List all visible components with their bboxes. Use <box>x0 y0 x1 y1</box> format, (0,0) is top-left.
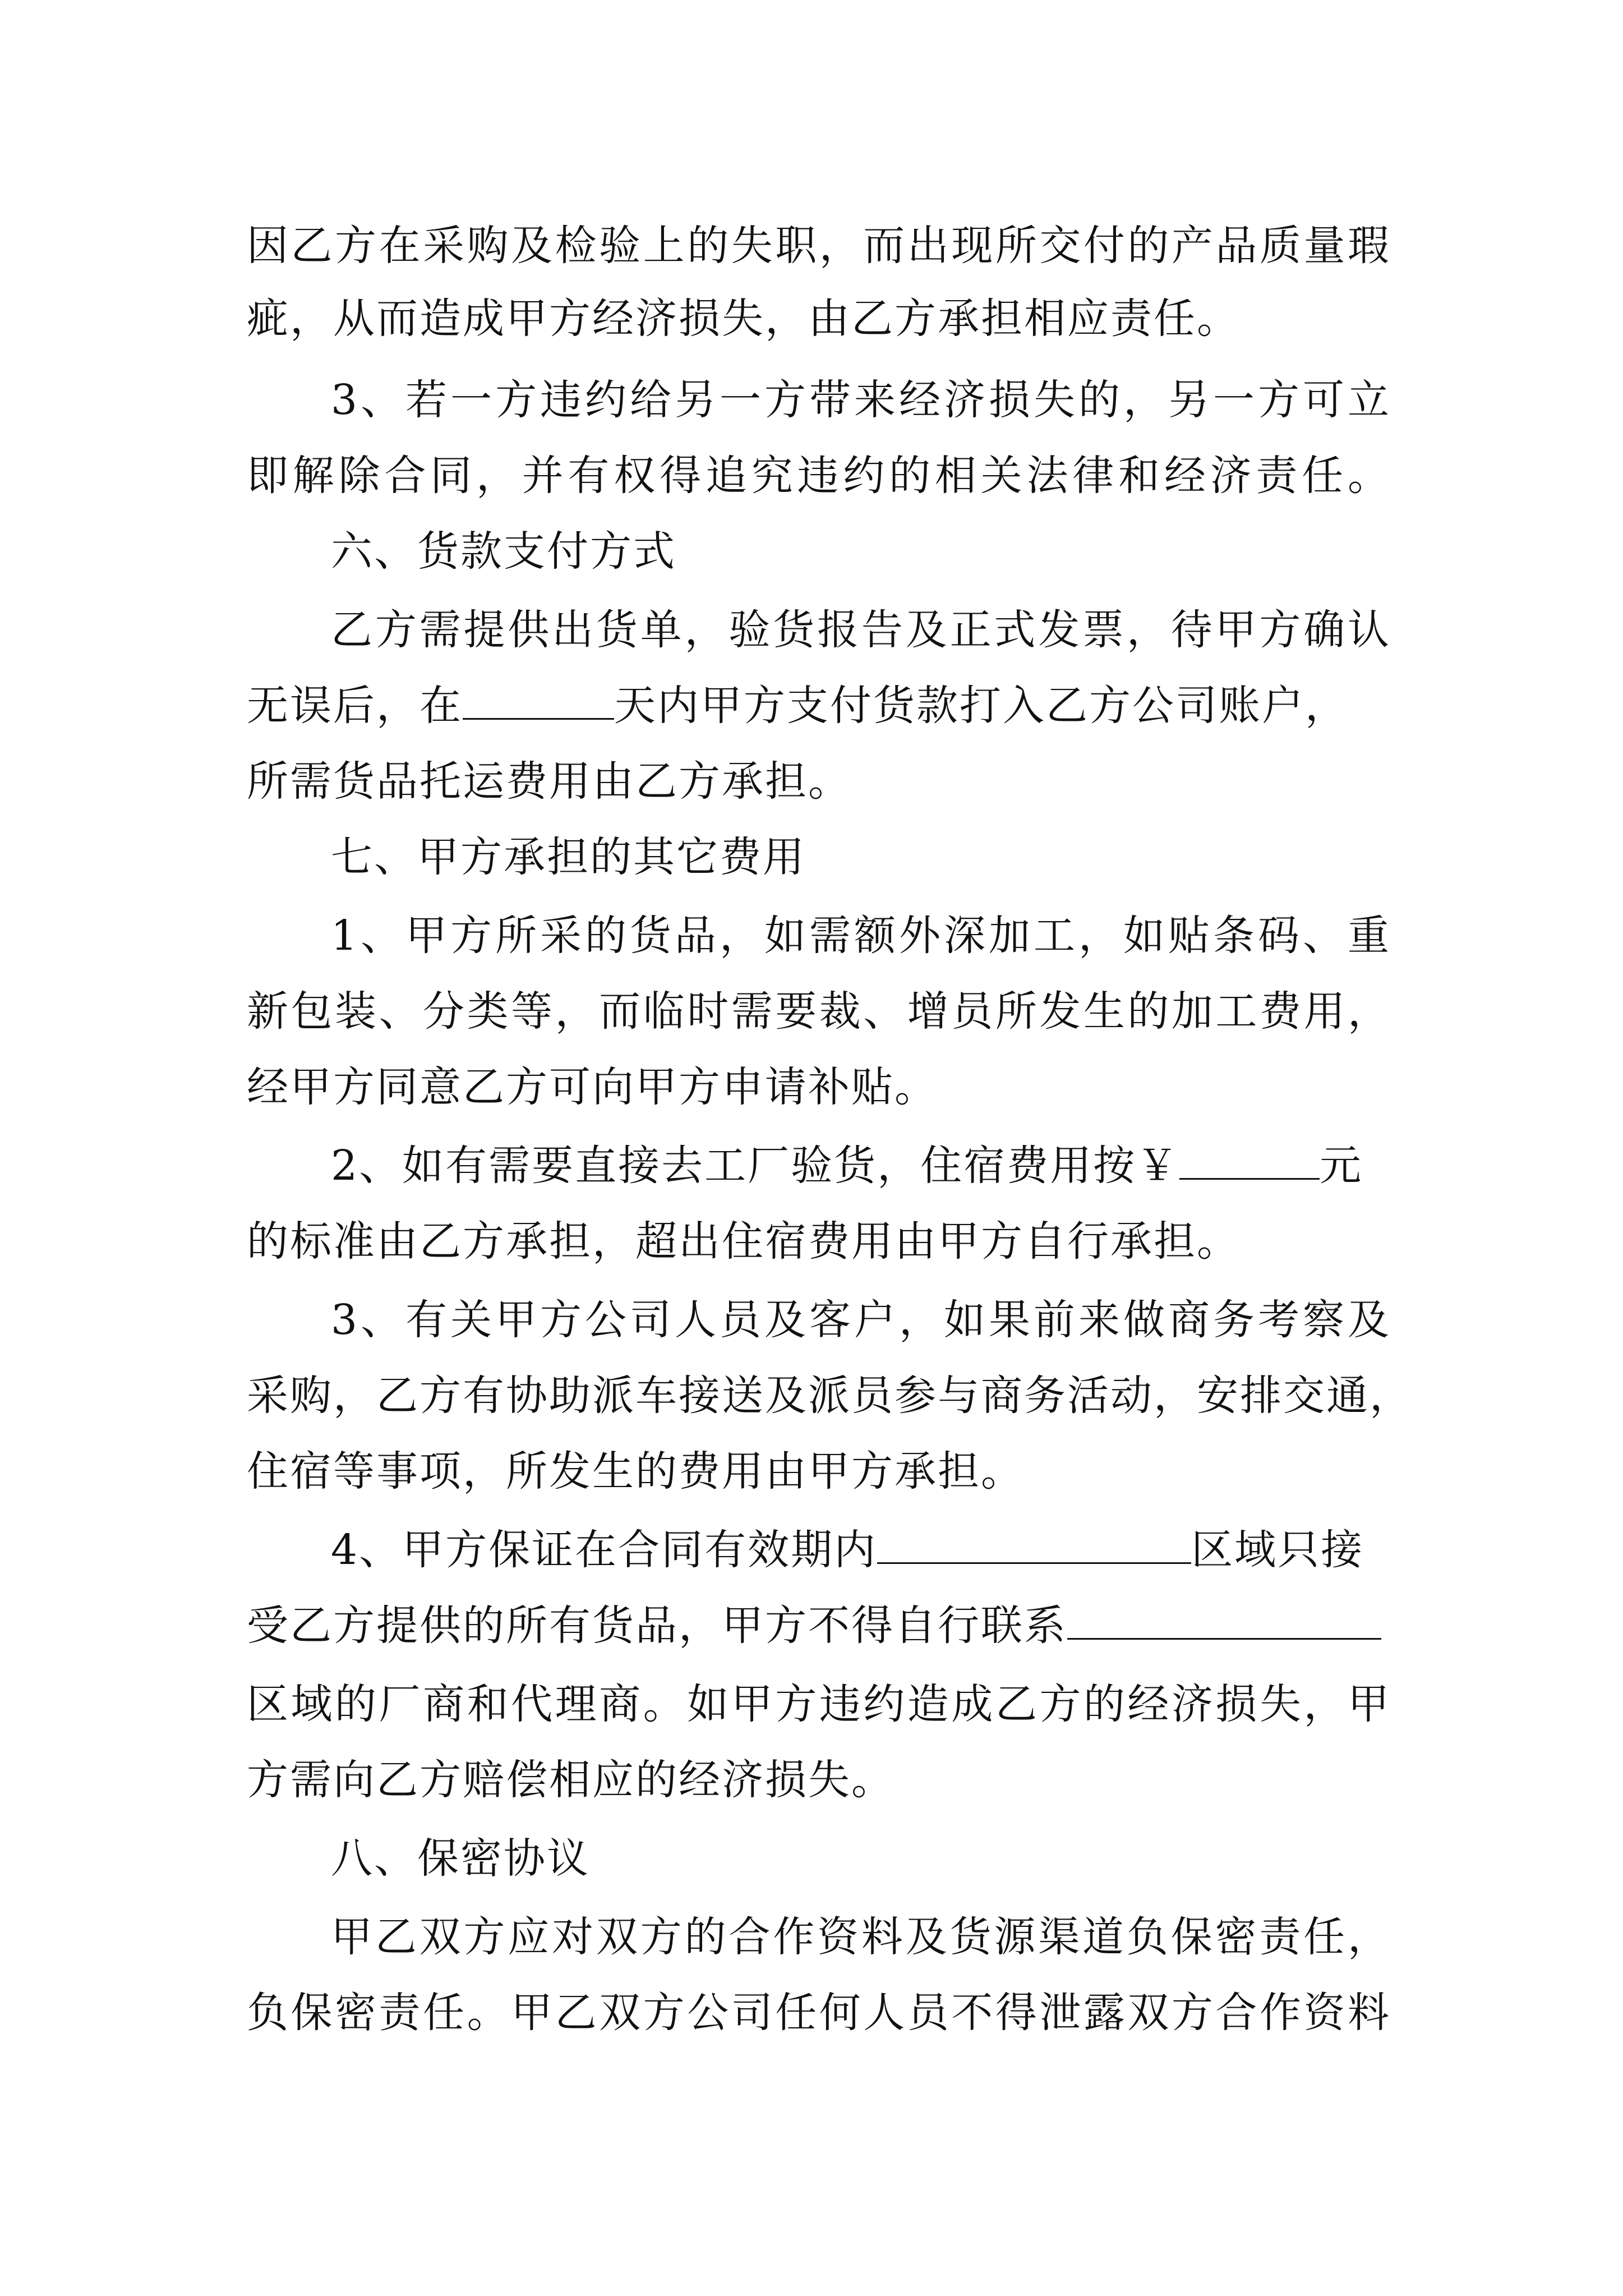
clause-7-2-line <box>331 1132 1391 1199</box>
section-heading-7: 七、甲方承担的其它费用 <box>331 833 806 881</box>
paragraph-line: 负保密责任。甲乙双方公司任何人员不得泄露双方合作资料 <box>247 1989 1391 2037</box>
line-text-before: 无误后，在 <box>247 682 463 730</box>
clause-5-3-line: 3、若一方违约给另一方带来经济损失的，另一方可立 <box>331 376 1391 424</box>
paragraph-line-with-blank <box>247 1592 1391 1659</box>
line-text-before: 受乙方提供的所有货品，甲方不得自行联系 <box>247 1602 1067 1650</box>
paragraph-line: 疵，从而造成甲方经济损失，由乙方承担相应责任。 <box>247 295 1240 343</box>
paragraph-line: 乙方需提供出货单，验货报告及正式发票，待甲方确认 <box>331 606 1391 654</box>
paragraph-line: 住宿等事项，所发生的费用由甲方承担。 <box>247 1447 1024 1496</box>
fill-in-blank-amount <box>1179 1139 1320 1180</box>
paragraph-line: 经甲方同意乙方可向甲方申请补贴。 <box>247 1063 938 1111</box>
fill-in-blank-days <box>463 679 614 720</box>
line-text-after: 区域只接 <box>1191 1526 1364 1574</box>
paragraph-line: 新包装、分类等，而临时需要裁、增员所发生的加工费用， <box>247 987 1391 1036</box>
line-text-before: 2、如有需要直接去工厂验货，住宿费用按￥ <box>331 1142 1180 1190</box>
paragraph-line: 所需货品托运费用由乙方承担。 <box>247 757 851 806</box>
paragraph-line: 方需向乙方赔偿相应的经济损失。 <box>247 1756 895 1804</box>
fill-in-blank-region <box>1067 1599 1381 1640</box>
paragraph-line: 采购，乙方有协助派车接送及派员参与商务活动，安排交通， <box>247 1372 1413 1420</box>
section-heading-8: 八、保密协议 <box>331 1834 590 1883</box>
paragraph-line: 区域的厂商和代理商。如甲方违约造成乙方的经济损失，甲 <box>247 1680 1391 1728</box>
paragraph-line: 的标准由乙方承担，超出住宿费用由甲方自行承担。 <box>247 1217 1240 1266</box>
clause-7-4-line <box>331 1516 1391 1584</box>
paragraph-line: 即解除合同，并有权得追究违约的相关法律和经济责任。 <box>247 452 1391 500</box>
section-heading-6: 六、货款支付方式 <box>331 527 676 576</box>
paragraph-line: 甲乙双方应对双方的合作资料及货源渠道负保密责任， <box>331 1913 1391 1961</box>
clause-7-1-line: 1、甲方所采的货品，如需额外深加工，如贴条码、重 <box>331 912 1391 960</box>
paragraph-line-with-blank <box>247 672 1391 739</box>
paragraph-line: 因乙方在采购及检验上的失职，而出现所交付的产品质量瑕 <box>247 222 1391 270</box>
line-text-before: 4、甲方保证在合同有效期内 <box>331 1526 878 1574</box>
clause-7-3-line: 3、有关甲方公司人员及客户，如果前来做商务考察及 <box>331 1296 1391 1344</box>
fill-in-blank-region <box>877 1523 1191 1564</box>
line-text-after: 天内甲方支付货款打入乙方公司账户， <box>614 682 1348 730</box>
line-text-after: 元 <box>1320 1142 1363 1190</box>
